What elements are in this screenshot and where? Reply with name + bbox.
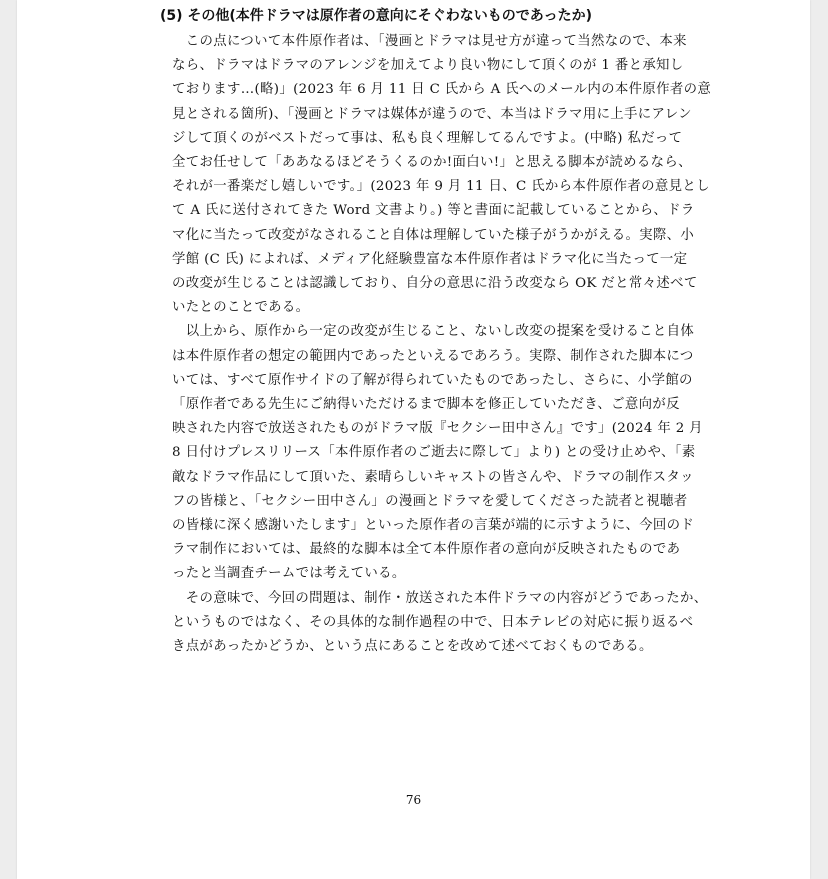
- paragraph: [172, 320, 712, 586]
- text-line: ております…(略)」(2023 年 6 月 11 日 C 氏から A 氏へのメール内の本件原作者の意: [172, 82, 712, 98]
- text-line: マ化に当たって改変がなされること自体は理解していた様子がうかがえる。実際、小: [172, 227, 695, 243]
- text-line: の改変が生じることは認識しており、自分の意思に沿う改変なら OK だと常々述べて: [172, 276, 698, 292]
- paragraph: [172, 30, 712, 320]
- section-heading: (5) その他(本件ドラマは原作者の意向にそぐわないものであったか): [160, 8, 593, 24]
- text-line: の皆様に深く感謝いたします」といった原作者の言葉が端的に示すように、今回のド: [172, 518, 695, 534]
- paragraph: [172, 587, 712, 660]
- text-line: は本件原作者の想定の範囲内であったといえるであろう。実際、制作された脚本につ: [172, 348, 694, 364]
- text-line: フの皆様と、「セクシー田中さん」の漫画とドラマを愛してくださった読者と視聴者: [172, 493, 688, 509]
- page-number: 76: [405, 793, 422, 807]
- text-line: 見とされる箇所)、「漫画とドラマは媒体が違うので、本当はドラマ用に上手にアレン: [172, 106, 692, 122]
- text-line: 8 日付けプレスリリース「本件原作者のご逝去に際して」より) との受け止めや、「素: [172, 445, 696, 461]
- text-line: 「原作者である先生にご納得いただけるまで脚本を修正していただき、ご意向が反: [172, 397, 680, 413]
- document-body: [172, 30, 712, 659]
- text-line: なら、ドラマはドラマのアレンジを加えてより良い物にして頂くのが 1 番と承知し: [172, 58, 684, 74]
- text-line: いては、すべて原作サイドの了解が得られていたものであったし、さらに、小学館の: [172, 372, 693, 388]
- text-line: その意味で、今回の問題は、制作・放送された本件ドラマの内容がどうであったか、: [172, 590, 708, 606]
- text-line: て A 氏に送付されてきた Word 文書より。) 等と書面に記載していることから、ドラ: [172, 203, 695, 219]
- text-line: いたとのことである。: [172, 300, 310, 316]
- text-line: 映された内容で放送されたものがドラマ版『セクシー田中さん』です」(2024 年 2 月: [172, 421, 703, 437]
- text-line: 全てお任せして「ああなるほどそうくるのか!面白い!」と思える脚本が読めるなら、: [172, 155, 692, 171]
- text-line: き点があったかどうか、という点にあることを改めて述べておくものである。: [172, 639, 653, 655]
- text-line: ラマ制作においては、最終的な脚本は全て本件原作者の意向が反映されたものであ: [172, 542, 681, 558]
- text-line: というものではなく、その具体的な制作過程の中で、日本テレビの対応に振り返るべ: [172, 614, 694, 630]
- document-page: [17, 0, 810, 879]
- text-line: ったと当調査チームでは考えている。: [172, 566, 406, 582]
- text-line: 学館 (C 氏) によれば、メディア化経験豊富な本件原作者はドラマ化に当たって一定: [172, 251, 688, 267]
- text-line: ジして頂くのがベストだって事は、私も良く理解してるんですよ。(中略) 私だって: [172, 130, 683, 146]
- text-line: 以上から、原作から一定の改変が生じること、ないし改変の提案を受けること自体: [172, 324, 695, 340]
- text-line: 敵なドラマ作品にして頂いた、素晴らしいキャストの皆さんや、ドラマの制作スタッ: [172, 469, 694, 485]
- text-line: この点について本件原作者は、「漫画とドラマは見せ方が違って当然なので、本来: [172, 34, 687, 49]
- text-line: それが一番楽だし嬉しいです。」(2023 年 9 月 11 日、C 氏から本件原作者の意見とし: [172, 179, 710, 195]
